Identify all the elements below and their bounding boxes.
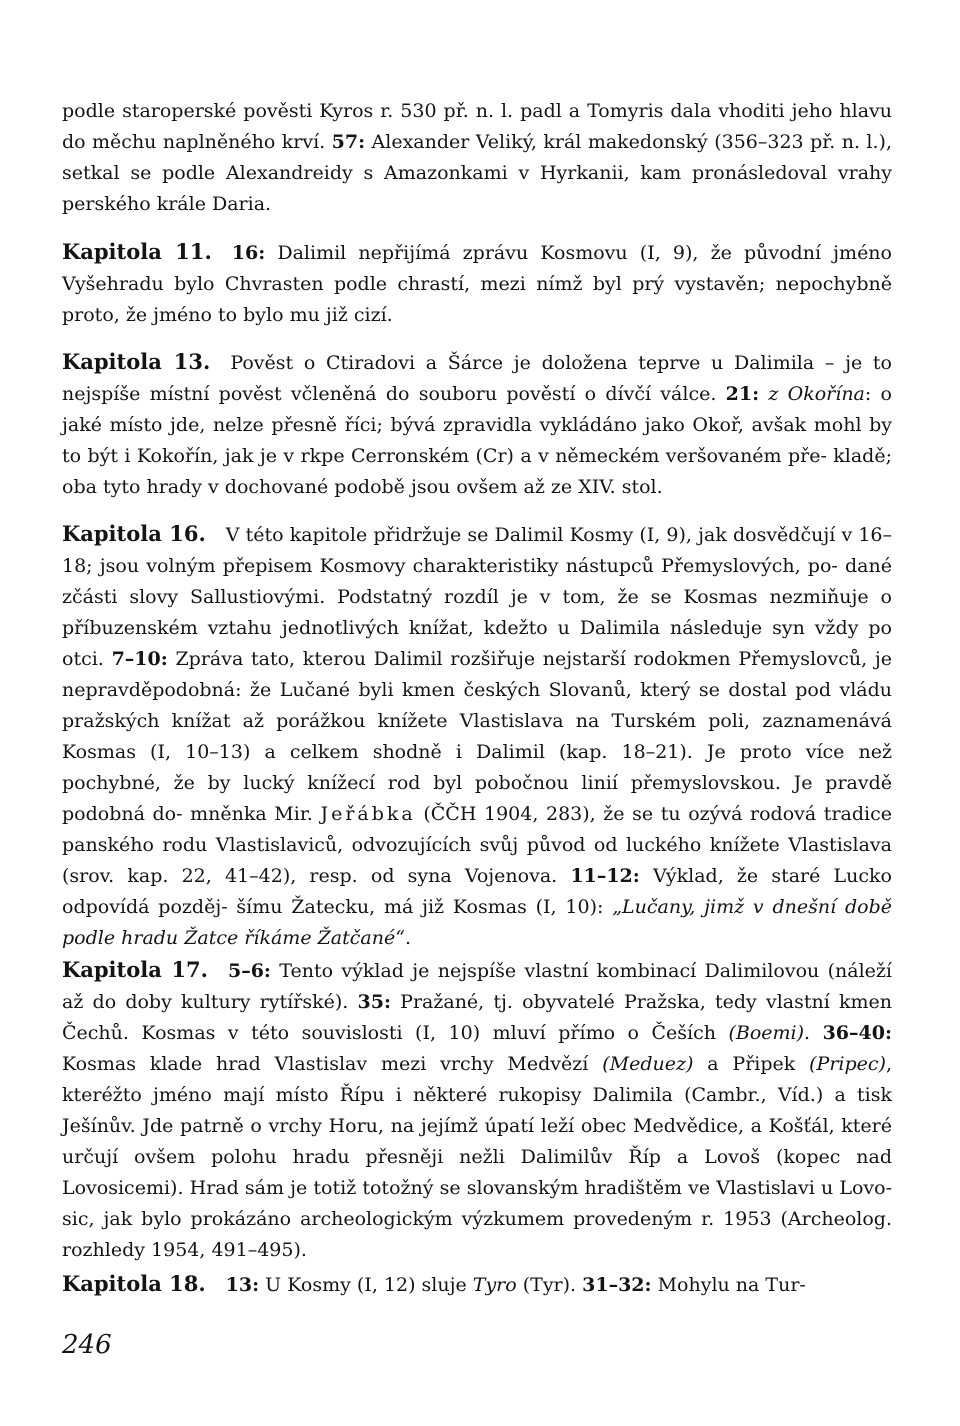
body-text: Kosmas klade hrad Vlastislav mezi vrchy Medvězí — [62, 1053, 603, 1075]
chapter-heading: Kapitola 18. — [62, 1271, 206, 1296]
body-text: . — [404, 927, 411, 949]
body-text: podle staroperské pověsti Kyros r. 530 př. n. l. padl a Tomyris dala vhoditi jeho hlavu do měchu naplněného krví. — [62, 100, 892, 153]
verse-reference: 16: — [231, 242, 266, 264]
italic-quote: (Meduez) — [602, 1053, 694, 1075]
verse-reference: 57: — [331, 131, 366, 153]
body-text: a Připek — [693, 1053, 810, 1075]
body-text: Tento výklad je nejspíše vlastní kombinací Dalimilovou (náleží až do doby kultury rytířské). — [62, 960, 892, 1013]
verse-reference: 7–10: — [111, 648, 168, 670]
page-number: 246 — [62, 1330, 112, 1360]
body-text: Výklad, že staré Lucko odpovídá pozděj- šímu Žatecku, má již Kosmas (I, 10): — [62, 865, 892, 918]
body-text: (Tyr). — [516, 1274, 583, 1296]
verse-reference: 21: — [725, 383, 760, 405]
body-text: Zpráva tato, kterou Dalimil rozšiřuje nejstarší rodokmen Přemyslovců, je nepravděpodobná: že Lučané byli kmen českých Slovanů, který se dostal pod vládu pražských knížat až porážkou knížete Vlastislava na Turském poli, zaznamenává Kosmas (I, 10–13) a celkem shodně i Dalimil (kap. 18–21). Je proto více než pochybné, že by lucký knížecí rod byl pobočnou linií přemyslovskou. Je pravdě podobná do- mněnka Mir. — [62, 648, 892, 825]
body-text: . — [804, 1022, 823, 1044]
paragraph-kapitola-17 — [62, 954, 892, 1266]
body-text: V této kapitole přidržuje se Dalimil Kosmy (I, 9), jak dosvědčují v 16–18; jsou volným přepisem Kosmovy charakteristiky nástupců Přemyslových, po- dané zčásti slovy Sallustiovými. Podstatný rozdíl je v tom, že se Kosmas nezmiňuje o příbuzenském vztahu jednotlivých knížat, kdežto u Dalimila následuje syn vždy po otci. — [62, 524, 892, 670]
body-text — [759, 383, 768, 405]
chapter-heading: Kapitola 13. — [62, 349, 211, 374]
verse-reference: 35: — [357, 991, 391, 1013]
paragraph-kapitola-13 — [62, 346, 892, 503]
body-text: Dalimil nepřijímá zprávu Kosmovu (I, 9), že původní jméno Vyšehradu bylo Chvrasten podle chrastí, mezi nímž byl prý vystavěn; nepochybně proto, že jméno to bylo mu již cizí. — [62, 242, 892, 326]
verse-reference: 31–32: — [582, 1274, 652, 1296]
body-text: Alexander Veliký, král makedonský (356–323 př. n. l.), setkal se podle Alexandreidy s Amazonkami v Hyrkanii, kam pronásledoval vrahy perského krále Daria. — [62, 131, 893, 215]
chapter-heading: Kapitola 16. — [62, 521, 206, 546]
chapter-heading: Kapitola 11. — [62, 239, 212, 264]
italic-quote: (Pripec) — [809, 1053, 886, 1075]
italic-quote: z Okořína — [768, 383, 865, 405]
body-text: : o jaké místo jde, nelze přesně říci; bývá zpravidla vykládáno jako Okoř, avšak mohl by to být i Kokořín, jak je v rkpe Cerronském (Cr) a v německém veršovaném pře- kladě; oba tyto hrady v dochované podobě jsou ovšem až ze XIV. stol. — [62, 383, 892, 498]
verse-reference: 36–40: — [822, 1022, 892, 1044]
paragraph-intro — [62, 96, 892, 220]
body-text: Mohylu na Tur- — [651, 1274, 806, 1296]
italic-quote: „Lučany, jimž v dnešní době podle hradu Žatce říkáme Žatčané“ — [62, 896, 892, 949]
paragraph-kapitola-11 — [62, 236, 892, 331]
paragraph-kapitola-16 — [62, 518, 892, 954]
italic-quote: Tyro — [472, 1274, 517, 1296]
body-text: Pražané, tj. obyvatelé Pražska, tedy vlastní kmen Čechů. Kosmas v této souvislosti (I, 10) mluví přímo o Češích — [62, 991, 892, 1044]
body-text: U Kosmy (I, 12) sluje — [259, 1274, 473, 1296]
chapter-heading: Kapitola 17. — [62, 957, 208, 982]
verse-reference: 13: — [225, 1274, 260, 1296]
italic-quote: (Boemi) — [728, 1022, 805, 1044]
verse-reference: 5–6: — [227, 960, 271, 982]
verse-reference: 11–12: — [570, 865, 640, 887]
paragraph-kapitola-18 — [62, 1268, 892, 1301]
body-text: Pověst o Ctiradovi a Šárce je doložena teprve u Dalimila – je to nejspíše místní pověst včleněná do souboru pověstí o dívčí válce. — [62, 352, 892, 405]
body-text: , kteréžto jméno mají místo Řípu i některé rukopisy Dalimila (Cambr., Víd.) a tisk Ješínův. Jde patrně o vrchy Horu, na jejímž úpatí leží obec Medvědice, a Košťál, které určují ovšem polohu hradu přesněji nežli Dalimilův Říp a Lovoš (kopec nad Lovosicemi). Hrad sám je totiž totožný se slovanským hradištěm ve Vlastislavi u Lovo- sic, jak bylo prokázáno archeologickým výzkumem provedeným r. 1953 (Archeolog. rozhledy 1954, 491–495). — [62, 1053, 892, 1261]
body-text: (ČČH 1904, 283), že se tu ozývá rodová tradice panského rodu Vlastislaviců, odvozujících svůj původ od luckého knížete Vlastislava (srov. kap. 22, 41–42), resp. od syna Vojenova. — [62, 803, 892, 887]
author-name: Jeřábka — [320, 803, 416, 825]
